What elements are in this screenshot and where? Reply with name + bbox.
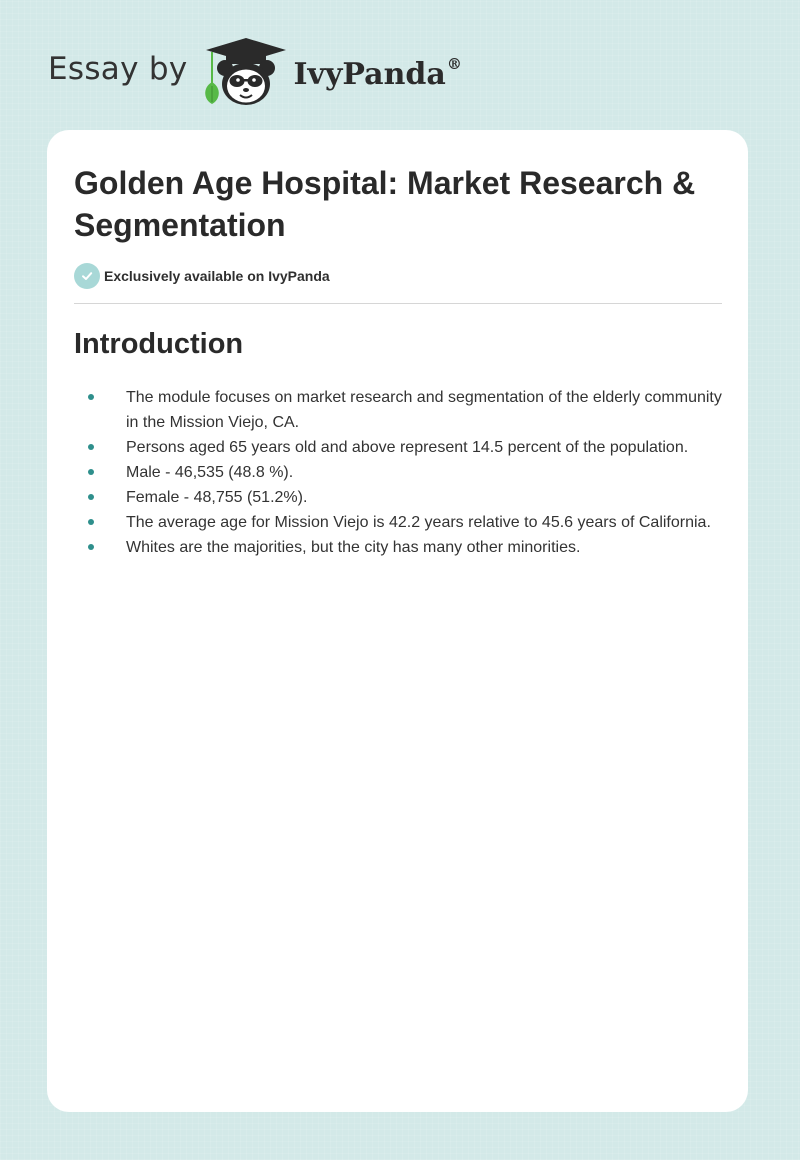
list-item-text: Persons aged 65 years old and above represent 14.5 percent of the population.: [126, 439, 689, 456]
bullet-dot-icon: [88, 519, 94, 525]
panda-graduate-logo-icon[interactable]: [202, 36, 290, 108]
list-item-text: The module focuses on market research and segmentation of the elderly community in the Mission Viejo, CA.: [126, 389, 722, 431]
list-item-text: The average age for Mission Viejo is 42.2 years relative to 45.6 years of California.: [126, 514, 711, 531]
divider: [74, 303, 722, 304]
section-heading: Introduction: [74, 328, 244, 360]
bullet-dot-icon: [88, 394, 94, 400]
list-item: [74, 385, 724, 435]
site-header: [48, 36, 462, 108]
bullet-dot-icon: [88, 444, 94, 450]
availability-text: Exclusively available on IvyPanda: [104, 268, 330, 284]
registered-mark: ®: [446, 54, 462, 73]
essay-card: [47, 130, 748, 1112]
availability-badge: [74, 263, 330, 289]
list-item: [74, 435, 724, 460]
bullet-dot-icon: [88, 469, 94, 475]
list-item: [74, 485, 724, 510]
bullet-dot-icon: [88, 544, 94, 550]
check-circle-icon: [74, 263, 100, 289]
brand-name[interactable]: [293, 54, 462, 92]
essay-by-label: Essay by: [48, 51, 188, 87]
brand-name-text: IvyPanda: [293, 56, 446, 92]
list-item-text: Whites are the majorities, but the city has many other minorities.: [126, 539, 581, 556]
list-item: [74, 510, 724, 535]
list-item-text: Male - 46,535 (48.8 %).: [126, 464, 294, 481]
bullet-list: [74, 385, 724, 560]
page-title: Golden Age Hospital: Market Research & Segmentation: [74, 165, 696, 243]
list-item: [74, 535, 724, 560]
list-item-text: Female - 48,755 (51.2%).: [126, 489, 308, 506]
list-item: [74, 460, 724, 485]
bullet-dot-icon: [88, 494, 94, 500]
